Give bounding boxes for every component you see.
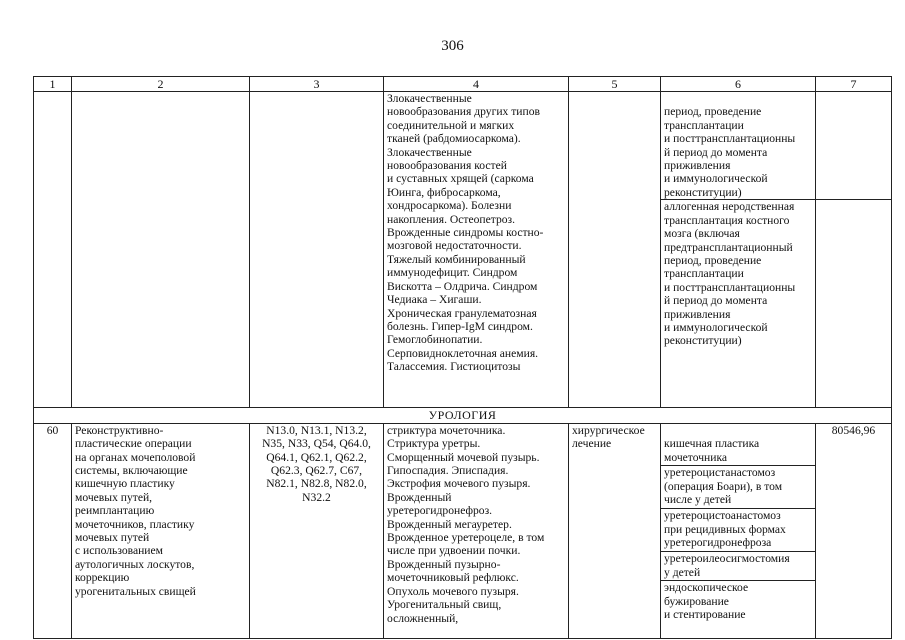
row60-method-1: кишечная пластика мочеточника: [661, 437, 815, 466]
section-title-text: УРОЛОГИЯ: [428, 407, 497, 422]
column-number-5: 5: [569, 77, 661, 92]
column-number-4: 4: [384, 77, 569, 92]
row60-method-2: уретероцистанастомоз (операция Боари), в том числе у детей: [661, 466, 815, 509]
row1-methods: [661, 92, 816, 408]
row60-price: 80546,96: [816, 423, 892, 638]
row60-treatment-type: хирургическое лечение: [569, 423, 661, 638]
row60-procedure-group: Реконструктивно- пластические операции на органах мочеполовой системы, включающие кишечную пластику мочевых путей, реимплантацию мочеточников, пластику мочевых путей с использованием аутологичных лоскутов, коррекцию урогенитальных свищей: [72, 423, 250, 638]
row60-method-4: уретероилеосигмостомия у детей: [661, 552, 815, 581]
row1-col3: [250, 92, 384, 408]
column-number-7: 7: [816, 77, 892, 92]
row1-diagnoses: Злокачественные новообразования других типов соединительной и мягких тканей (рабдомиосаркома). Злокачественные новообразования костей и суставных хрящей (саркома Юинга, фибросаркома, хондросаркома). Болезни накопления. Остеопетроз. Врожденные синдромы костно- мозговой недостаточности. Тяжелый комбинированный иммунодефицит. Синдром Вискотта – Олдрича. Синдром Чедиака – Хигаши. Хроническая гранулематозная болезнь. Гипер-IgM синдром. Гемоглобинопатии. Серповидноклеточная анемия. Талассемия. Гистиоцитозы: [384, 92, 569, 408]
tariff-table: [33, 76, 892, 639]
column-number-1: 1: [34, 77, 72, 92]
row60-icd-codes: N13.0, N13.1, N13.2, N35, N33, Q54, Q64.0, Q64.1, Q62.1, Q62.2, Q62.3, Q62.7, C67, N82.1, N82.8, N82.0, N32.2: [250, 423, 384, 638]
row1-method-2: аллогенная неродственная трансплантация костного мозга (включая предтрансплантационный период, проведение трансплантации и посттрансплантационны й период до момента приживления и иммунологической реконституции): [664, 200, 796, 348]
row-60: [34, 423, 892, 638]
column-number-3: 3: [250, 77, 384, 92]
row60-method-5: эндоскопическое бужирование и стентирование: [664, 581, 749, 622]
row60-diagnoses: стриктура мочеточника. Стриктура уретры. Сморщенный мочевой пузырь. Гипоспадия. Эписпадия. Экстрофия мочевого пузыря. Врожденный уретерогидронефроз. Врожденный мегауретер. Врожденное уретероцеле, в том числе при удвоении почки. Врожденный пузырно- мочеточниковый рефлюкс. Опухоль мочевого пузыря. Урогенитальный свищ, осложненный,: [384, 423, 569, 638]
row60-method-3: уретероцистоанастомоз при рецидивных формах уретерогидронефроза: [661, 509, 815, 552]
continuation-row: [34, 92, 892, 408]
row1-col7: [816, 92, 892, 408]
row1-col7-top: [816, 105, 891, 200]
row1-col1: [34, 92, 72, 408]
row1-col2: [72, 92, 250, 408]
row60-methods: [661, 423, 816, 638]
column-number-6: 6: [661, 77, 816, 92]
row1-col5: [569, 92, 661, 408]
row60-number: 60: [34, 423, 72, 638]
section-title: [34, 407, 892, 423]
column-number-row: [34, 77, 892, 92]
row60-methods-list: [661, 437, 815, 624]
row1-methods-list: [661, 105, 815, 393]
page-number: 306: [441, 38, 464, 54]
column-number-2: 2: [72, 77, 250, 92]
section-header-row: [34, 407, 892, 423]
row1-method-1: период, проведение трансплантации и посттрансплантационны й период до момента приживления и иммунологической реконституции): [661, 105, 815, 200]
